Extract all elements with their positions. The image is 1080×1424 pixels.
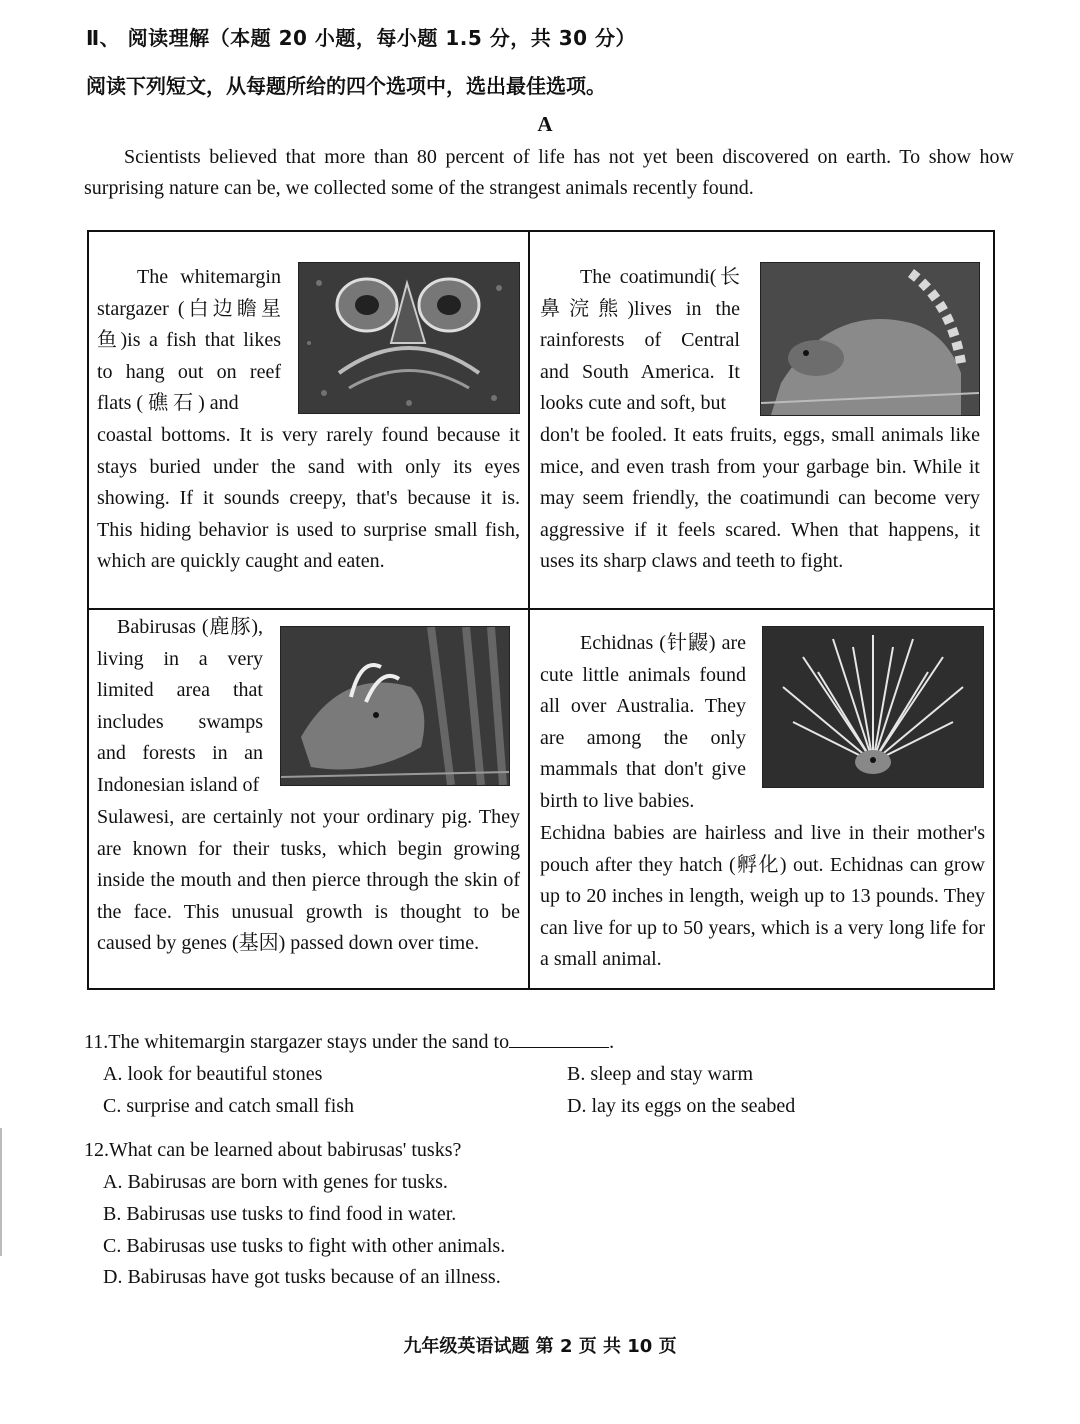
cell-babirusa-body: Sulawesi, are certainly not your ordinary pig. They are known for their tusks, which begin growing inside the mouth and then pierce through the skin of the face. This unusual growth is thought to be caused by genes (基因) passed down over time.	[97, 806, 520, 954]
cell-stargazer-lead: The whitemargin stargazer (白边瞻星鱼)is a fish that likes to hang out on reef flats ( 礁 石 ) and	[97, 266, 281, 414]
cell-coatimundi-body: don't be fooled. It eats fruits, eggs, small animals like mice, and even trash from your garbage bin. While it may seem friendly, the coatimundi can become very aggressive if it feels scared. When that happens, it uses its sharp claws and teeth to fight.	[540, 424, 980, 572]
echidna-photo	[762, 626, 984, 788]
answer-blank	[509, 1027, 609, 1048]
question-11-option-b: B. sleep and stay warm	[567, 1063, 754, 1085]
cell-coatimundi-lead: The coatimundi(长鼻浣熊)lives in the rainforests of Central and South America. It looks cute and soft, but	[540, 266, 740, 414]
question-11-stem	[84, 1026, 614, 1058]
cell-echidna-lead: Echidnas (针鼹) are cute little animals found all over Australia. They are among the only mammals that don't give birth to live babies.	[540, 632, 746, 812]
scan-edge	[0, 1128, 2, 1256]
stargazer-photo	[298, 262, 520, 414]
table-divider-vertical	[528, 230, 530, 990]
passage-intro: Scientists believed that more than 80 percent of life has not yet been discovered on earth. To show how surprising nature can be, we collected some of the strangest animals recently found.	[84, 146, 1014, 199]
page-footer: 九年级英语试题 第 2 页 共 10 页	[403, 1336, 677, 1357]
question-12-option-d: D. Babirusas have got tusks because of an illness.	[103, 1266, 501, 1288]
table-divider-horizontal	[87, 608, 995, 610]
question-11-end: .	[609, 1031, 615, 1053]
cell-echidna-body: Echidna babies are hairless and live in their mother's pouch after they hatch (孵化) out. Echidnas can grow up to 20 inches in length, weigh up to 13 pounds. They can live for up to 50 years, which is a very long life for a small animal.	[540, 822, 985, 970]
cell-stargazer-body: coastal bottoms. It is very rarely found because it stays buried under the sand with only its eyes showing. If it sounds creepy, that's because it is. This hiding behavior is used to surprise small fish, which are quickly caught and eaten.	[97, 424, 520, 572]
question-11-option-a: A. look for beautiful stones	[103, 1063, 323, 1085]
section-heading: Ⅱ、 阅读理解（本题 20 小题，每小题 1.5 分，共 30 分）	[86, 26, 637, 50]
babirusa-photo	[280, 626, 510, 786]
question-12-option-c: C. Babirusas use tusks to fight with other animals.	[103, 1235, 506, 1257]
question-11-text: 11.The whitemargin stargazer stays under the sand to	[84, 1031, 510, 1053]
passage-label: A	[537, 112, 553, 136]
question-12-option-b: B. Babirusas use tusks to find food in water.	[103, 1203, 457, 1225]
question-12-stem: 12.What can be learned about babirusas' tusks?	[84, 1139, 462, 1161]
coatimundi-photo	[760, 262, 980, 416]
cell-babirusa-lead: Babirusas (鹿豚), living in a very limited area that includes swamps and forests in an Indonesian island of	[97, 616, 263, 796]
question-11-option-d: D. lay its eggs on the seabed	[567, 1095, 796, 1117]
question-11-option-c: C. surprise and catch small fish	[103, 1095, 355, 1117]
instruction-text: 阅读下列短文，从每题所给的四个选项中，选出最佳选项。	[86, 74, 606, 98]
question-12-option-a: A. Babirusas are born with genes for tusks.	[103, 1171, 448, 1193]
